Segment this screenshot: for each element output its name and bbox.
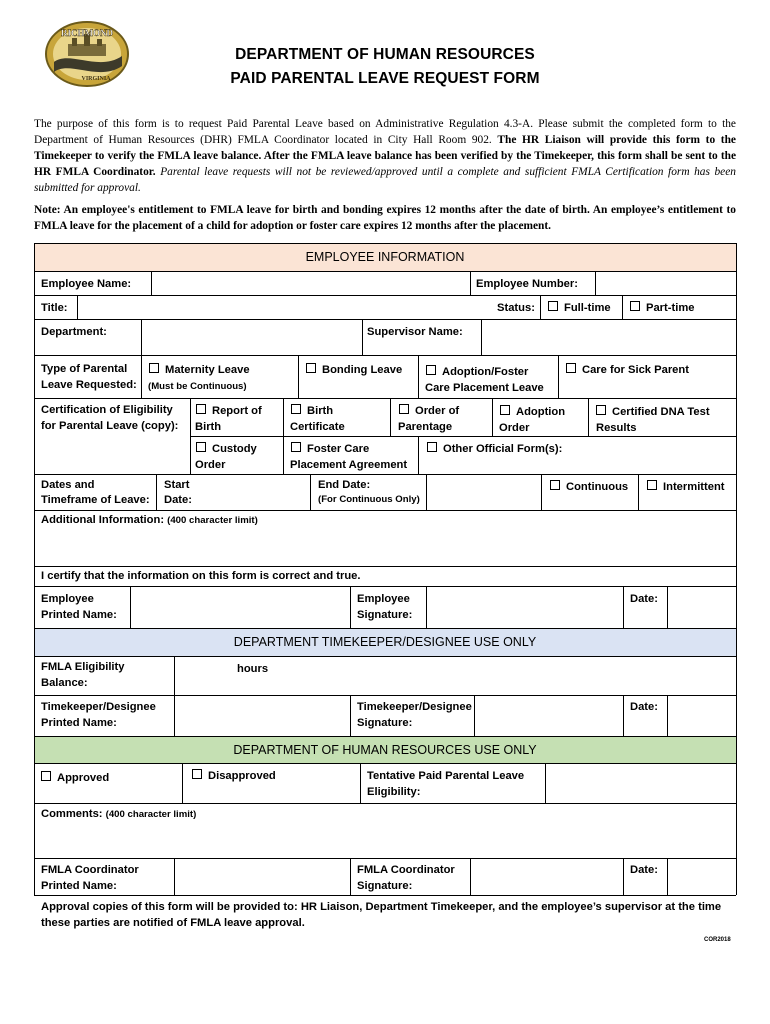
- report-of-birth-option[interactable]: [196, 403, 262, 419]
- end-date-note: (For Continuous Only): [318, 494, 420, 505]
- employee-date-field[interactable]: [668, 587, 735, 627]
- approved-option[interactable]: [41, 770, 109, 786]
- birth-certificate-option[interactable]: [291, 403, 333, 419]
- approved-checkbox[interactable]: [41, 771, 51, 781]
- coordinator-date-field[interactable]: [668, 859, 735, 894]
- maternity-leave-label: Maternity Leave: [165, 364, 250, 376]
- dna-test-option[interactable]: [596, 404, 710, 420]
- fmla-balance-label-line-1: FMLA Eligibility: [41, 661, 125, 673]
- purpose-italic-text: Parental leave requests will not be reviewed/approved until a complete and sufficient FMLA Certification form has been submitted for approval.: [34, 166, 736, 194]
- dates-label-line-1: Dates and: [41, 479, 95, 491]
- timekeeper-date-field[interactable]: [668, 696, 735, 735]
- certify-statement: I certify that the information on this form is correct and true.: [41, 570, 361, 582]
- timekeeper-printed-name-label-line-1: Timekeeper/Designee: [41, 701, 156, 713]
- timekeeper-printed-name-label-line-2: Printed Name:: [41, 717, 117, 729]
- order-of-parentage-label-line-2: Parentage: [398, 421, 453, 433]
- full-time-checkbox[interactable]: [548, 301, 558, 311]
- order-of-parentage-label-line-1: Order of: [415, 405, 460, 417]
- coordinator-printed-name-field[interactable]: [175, 859, 349, 894]
- coordinator-printed-name-label-line-1: FMLA Coordinator: [41, 864, 139, 876]
- approved-label: Approved: [57, 772, 110, 784]
- adoption-foster-checkbox[interactable]: [426, 365, 436, 375]
- foster-care-label-line-1: Foster Care: [307, 443, 370, 455]
- employee-printed-name-label-line-2: Printed Name:: [41, 609, 117, 621]
- coordinator-signature-field[interactable]: [471, 859, 622, 894]
- hours-label: hours: [237, 663, 269, 675]
- bonding-leave-label: Bonding Leave: [322, 364, 403, 376]
- dates-label-line-2: Timeframe of Leave:: [41, 494, 150, 506]
- part-time-checkbox[interactable]: [630, 301, 640, 311]
- bonding-leave-checkbox[interactable]: [306, 363, 316, 373]
- foster-care-label-line-2: Placement Agreement: [290, 459, 408, 471]
- report-of-birth-checkbox[interactable]: [196, 404, 206, 414]
- fmla-balance-label-line-2: Balance:: [41, 677, 88, 689]
- timekeeper-section-heading: DEPARTMENT TIMEKEEPER/DESIGNEE USE ONLY: [34, 628, 736, 656]
- tentative-eligibility-field[interactable]: [546, 764, 735, 802]
- report-of-birth-label-line-2: Birth: [195, 421, 222, 433]
- additional-info-text: Additional Information:: [41, 514, 165, 526]
- adoption-order-label-line-2: Order: [499, 422, 530, 434]
- logo-state-text: VIRGINIA: [81, 76, 111, 82]
- order-of-parentage-checkbox[interactable]: [399, 404, 409, 414]
- title-label: Title:: [41, 302, 68, 314]
- coordinator-printed-name-label-line-2: Printed Name:: [41, 880, 117, 892]
- timekeeper-signature-label-line-2: Signature:: [357, 717, 413, 729]
- start-date-label-line-1: Start: [164, 479, 190, 491]
- employee-signature-label-line-1: Employee: [357, 593, 410, 605]
- coordinator-signature-label-line-1: FMLA Coordinator: [357, 864, 455, 876]
- comments-field[interactable]: [35, 822, 735, 857]
- employee-signature-label-line-2: Signature:: [357, 609, 413, 621]
- maternity-note: (Must be Continuous): [148, 381, 247, 392]
- comments-limit: (400 character limit): [105, 809, 197, 820]
- form-title-line-1: DEPARTMENT OF HUMAN RESOURCES: [235, 46, 535, 63]
- adoption-order-checkbox[interactable]: [500, 405, 510, 415]
- comments-text: Comments:: [41, 808, 103, 820]
- adoption-foster-label-line-2: Care Placement Leave: [425, 382, 544, 394]
- leave-type-label-line-1: Type of Parental: [41, 363, 128, 375]
- additional-info-limit: (400 character limit): [167, 515, 258, 526]
- custody-order-label-line-2: Order: [195, 459, 226, 471]
- intermittent-checkbox[interactable]: [647, 480, 657, 490]
- hr-section-heading: DEPARTMENT OF HUMAN RESOURCES USE ONLY: [34, 736, 736, 763]
- continuous-checkbox[interactable]: [550, 480, 560, 490]
- intermittent-label: Intermittent: [663, 481, 725, 493]
- timekeeper-signature-field[interactable]: [475, 696, 622, 735]
- form-code: COR2018: [704, 937, 731, 943]
- sick-parent-option[interactable]: [566, 362, 689, 378]
- timekeeper-printed-name-field[interactable]: [175, 696, 349, 735]
- coordinator-date-label: Date:: [630, 864, 658, 876]
- part-time-option[interactable]: [630, 300, 695, 316]
- timekeeper-signature-label-line-1: Timekeeper/Designee: [357, 701, 472, 713]
- full-time-option[interactable]: [548, 300, 611, 316]
- report-of-birth-label-line-1: Report of: [212, 405, 262, 417]
- logo-city-text: RICHMOND: [61, 28, 113, 38]
- adoption-order-option[interactable]: [500, 404, 565, 420]
- bonding-leave-option[interactable]: [306, 362, 402, 378]
- employee-number-label: Employee Number:: [476, 278, 578, 290]
- adoption-foster-option[interactable]: [426, 364, 528, 380]
- sick-parent-label: Care for Sick Parent: [582, 364, 689, 376]
- disapproved-checkbox[interactable]: [192, 769, 202, 779]
- full-time-label: Full-time: [564, 302, 611, 314]
- employee-name-field[interactable]: [152, 272, 469, 294]
- start-date-label-line-2: Date:: [164, 494, 192, 506]
- title-field[interactable]: [78, 296, 488, 318]
- custody-order-checkbox[interactable]: [196, 442, 206, 452]
- certification-label-line-1: Certification of Eligibility: [41, 404, 173, 416]
- adoption-order-label-line-1: Adoption: [516, 406, 566, 418]
- fmla-balance-field[interactable]: [175, 657, 230, 694]
- purpose-text: The purpose of this form is to request Paid Parental Leave based on Administrative Regulation 4.3-A. Please submit the completed form to the Department of Human Resources (DHR) FMLA Coordinator located in City Hall Room 902.: [34, 118, 736, 146]
- employee-information-heading: EMPLOYEE INFORMATION: [34, 243, 736, 271]
- foster-care-checkbox[interactable]: [291, 442, 301, 452]
- disapproved-option[interactable]: [192, 768, 276, 784]
- comments-label: [41, 806, 196, 823]
- supervisor-name-field[interactable]: [482, 320, 735, 354]
- supervisor-name-label: Supervisor Name:: [367, 326, 463, 338]
- foster-care-option[interactable]: [291, 441, 369, 457]
- city-seal-logo: [44, 20, 130, 88]
- purpose-paragraph: [34, 116, 736, 196]
- other-forms-option[interactable]: [427, 441, 562, 457]
- end-date-field[interactable]: [427, 475, 540, 509]
- start-date-field[interactable]: [196, 475, 309, 509]
- maternity-leave-option[interactable]: [149, 362, 250, 378]
- birth-certificate-checkbox[interactable]: [291, 404, 301, 414]
- dna-test-label-line-1: Certified DNA Test: [612, 406, 710, 418]
- tentative-eligibility-label-line-2: Eligibility:: [367, 786, 421, 798]
- other-forms-checkbox[interactable]: [427, 442, 437, 452]
- timekeeper-date-label: Date:: [630, 701, 658, 713]
- department-label: Department:: [41, 326, 107, 338]
- form-title-line-2: PAID PARENTAL LEAVE REQUEST FORM: [230, 70, 540, 87]
- certification-label-line-2: for Parental Leave (copy):: [41, 420, 179, 432]
- maternity-leave-checkbox[interactable]: [149, 363, 159, 373]
- custody-order-option[interactable]: [196, 441, 257, 457]
- dna-test-label-line-2: Results: [596, 422, 637, 434]
- status-label: Status:: [497, 302, 535, 314]
- employee-printed-name-field[interactable]: [131, 587, 349, 627]
- sick-parent-checkbox[interactable]: [566, 363, 576, 373]
- dna-test-checkbox[interactable]: [596, 405, 606, 415]
- birth-certificate-label-line-2: Certificate: [290, 421, 345, 433]
- intermittent-option[interactable]: [647, 479, 725, 495]
- birth-certificate-label-line-1: Birth: [307, 405, 334, 417]
- employee-number-field[interactable]: [596, 272, 735, 294]
- note-paragraph: Note: An employee's entitlement to FMLA leave for birth and bonding expires 12 months after the date of birth. An employee’s entitlement to FMLA leave for the placement of a child for adoption or foster care expires 12 months after the placement.: [34, 204, 736, 232]
- purpose-bold-text: The HR Liaison will provide this form to the Timekeeper to verify the FMLA leave balance. After the FMLA leave balance has been verified by the Timekeeper, this form shall be sent to the HR FMLA Coordinator.: [34, 134, 736, 178]
- coordinator-signature-label-line-2: Signature:: [357, 880, 413, 892]
- part-time-label: Part-time: [646, 302, 695, 314]
- disapproved-label: Disapproved: [208, 770, 276, 782]
- employee-signature-field[interactable]: [427, 587, 622, 627]
- tentative-eligibility-label-line-1: Tentative Paid Parental Leave: [367, 770, 525, 782]
- end-date-label: End Date:: [318, 479, 371, 491]
- continuous-option[interactable]: [550, 479, 628, 495]
- other-forms-label: Other Official Form(s):: [443, 443, 563, 455]
- adoption-foster-label-line-1: Adoption/Foster: [442, 366, 529, 378]
- order-of-parentage-option[interactable]: [399, 403, 459, 419]
- employee-printed-name-label-line-1: Employee: [41, 593, 94, 605]
- employee-date-label: Date:: [630, 593, 658, 605]
- leave-type-label-line-2: Leave Requested:: [41, 379, 137, 391]
- custody-order-label-line-1: Custody: [212, 443, 257, 455]
- department-field[interactable]: [142, 320, 361, 354]
- additional-info-field[interactable]: [35, 528, 735, 565]
- employee-name-label: Employee Name:: [41, 278, 132, 290]
- approval-copies-note: Approval copies of this form will be provided to: HR Liaison, Department Timekeeper, and the employee’s supervisor at the time these parties are notified of FMLA leave approval.: [41, 901, 722, 929]
- additional-info-label: [41, 512, 258, 529]
- continuous-label: Continuous: [566, 481, 629, 493]
